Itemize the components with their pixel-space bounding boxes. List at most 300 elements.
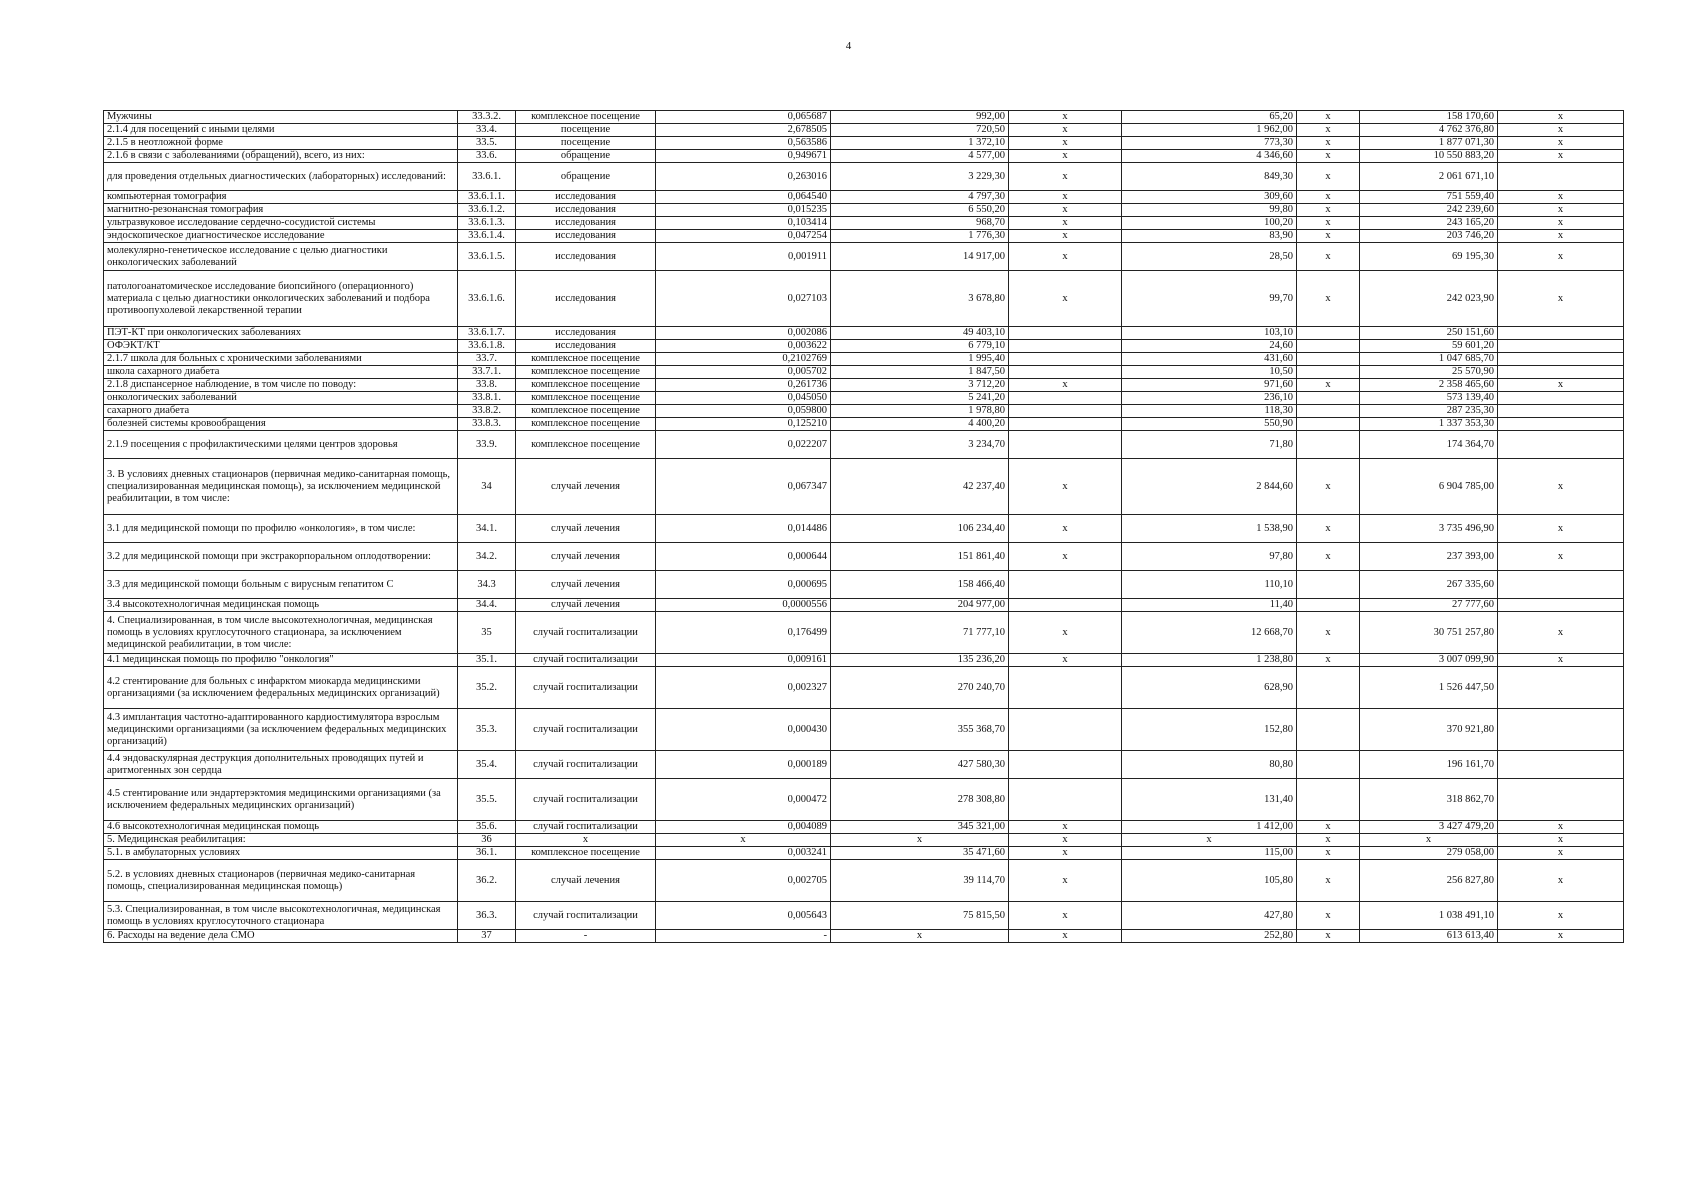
table-row: [104, 751, 1624, 779]
cell-code: 34.2.: [458, 543, 516, 571]
cell-per-capita-oms: 427,80: [1122, 902, 1297, 930]
cell-name: 4.1 медицинская помощь по профилю "онкология": [104, 654, 458, 667]
cell-total-share: х: [1498, 217, 1624, 230]
table-row: [104, 243, 1624, 271]
cell-per-capita-oms: 12 668,70: [1122, 612, 1297, 654]
table-row: [104, 150, 1624, 163]
cell-per-capita-oms: 80,80: [1122, 751, 1297, 779]
cell-per-capita-oms: 1 238,80: [1122, 654, 1297, 667]
cell-total-share: х: [1498, 230, 1624, 243]
cell-code: 33.9.: [458, 431, 516, 459]
cell-per-capita-budget: х: [1009, 230, 1122, 243]
cell-total-share: х: [1498, 612, 1624, 654]
cell-name: ПЭТ-КТ при онкологических заболеваниях: [104, 327, 458, 340]
cell-unit: комплексное посещение: [516, 418, 656, 431]
cell-cost-per-unit: 968,70: [831, 217, 1009, 230]
cell-unit: случай госпитализации: [516, 751, 656, 779]
cell-cost-per-unit: 3 229,30: [831, 163, 1009, 191]
cell-total-share: х: [1498, 515, 1624, 543]
cell-unit: случай лечения: [516, 543, 656, 571]
cell-volume-norm: х: [656, 834, 831, 847]
table-row: [104, 366, 1624, 379]
cell-code: 35.1.: [458, 654, 516, 667]
cell-total-share: х: [1498, 860, 1624, 902]
cell-unit: случай госпитализации: [516, 902, 656, 930]
cell-per-capita-budget: [1009, 779, 1122, 821]
cell-total-budget: [1297, 599, 1360, 612]
cell-total-oms: 256 827,80: [1360, 860, 1498, 902]
cell-volume-norm: 0,003241: [656, 847, 831, 860]
cell-per-capita-budget: х: [1009, 271, 1122, 327]
cell-total-share: х: [1498, 847, 1624, 860]
cell-total-share: х: [1498, 243, 1624, 271]
table-row: [104, 571, 1624, 599]
table-row: [104, 392, 1624, 405]
cell-volume-norm: 0,261736: [656, 379, 831, 392]
cell-unit: комплексное посещение: [516, 405, 656, 418]
cell-volume-norm: 0,047254: [656, 230, 831, 243]
cell-total-share: [1498, 779, 1624, 821]
cell-name: 4.4 эндоваскулярная деструкция дополнительных проводящих путей и аритмогенных зон сердца: [104, 751, 458, 779]
table-row: [104, 612, 1624, 654]
cell-per-capita-oms: 971,60: [1122, 379, 1297, 392]
cell-per-capita-oms: 97,80: [1122, 543, 1297, 571]
cell-code: 33.6.1.3.: [458, 217, 516, 230]
cell-code: 37: [458, 930, 516, 943]
cell-cost-per-unit: х: [831, 930, 1009, 943]
cell-code: 33.6.1.2.: [458, 204, 516, 217]
cell-cost-per-unit: 720,50: [831, 124, 1009, 137]
cell-volume-norm: 0,065687: [656, 111, 831, 124]
cell-name: 2.1.6 в связи с заболеваниями (обращений), всего, из них:: [104, 150, 458, 163]
cell-code: 35.4.: [458, 751, 516, 779]
cell-code: 33.3.2.: [458, 111, 516, 124]
cell-volume-norm: 0,002327: [656, 667, 831, 709]
cell-total-budget: [1297, 571, 1360, 599]
cell-unit: посещение: [516, 124, 656, 137]
cell-per-capita-budget: х: [1009, 204, 1122, 217]
table-row: [104, 860, 1624, 902]
table-row: [104, 353, 1624, 366]
table-row: [104, 821, 1624, 834]
cell-total-share: х: [1498, 150, 1624, 163]
cell-cost-per-unit: 3 234,70: [831, 431, 1009, 459]
cell-per-capita-budget: х: [1009, 137, 1122, 150]
cell-per-capita-oms: 100,20: [1122, 217, 1297, 230]
cell-unit: исследования: [516, 340, 656, 353]
cell-volume-norm: 0,949671: [656, 150, 831, 163]
cell-per-capita-budget: [1009, 709, 1122, 751]
cell-total-share: [1498, 405, 1624, 418]
table-row: [104, 191, 1624, 204]
cell-name: магнитно-резонансная томография: [104, 204, 458, 217]
cell-volume-norm: 0,563586: [656, 137, 831, 150]
cell-total-share: [1498, 751, 1624, 779]
table-row: [104, 930, 1624, 943]
cell-total-share: х: [1498, 137, 1624, 150]
cell-total-budget: х: [1297, 654, 1360, 667]
cell-per-capita-budget: х: [1009, 191, 1122, 204]
cell-per-capita-budget: х: [1009, 543, 1122, 571]
cell-per-capita-budget: [1009, 405, 1122, 418]
cell-code: 36: [458, 834, 516, 847]
cell-code: 35.2.: [458, 667, 516, 709]
cell-per-capita-budget: х: [1009, 654, 1122, 667]
cell-total-share: [1498, 353, 1624, 366]
cell-per-capita-oms: 2 844,60: [1122, 459, 1297, 515]
table-row: [104, 340, 1624, 353]
cell-total-share: х: [1498, 654, 1624, 667]
cell-total-budget: [1297, 667, 1360, 709]
cell-per-capita-budget: [1009, 571, 1122, 599]
cell-per-capita-budget: [1009, 353, 1122, 366]
cell-code: 33.6.1.6.: [458, 271, 516, 327]
table-row: [104, 217, 1624, 230]
cell-total-share: [1498, 327, 1624, 340]
cell-unit: исследования: [516, 191, 656, 204]
cell-per-capita-oms: 11,40: [1122, 599, 1297, 612]
cell-total-budget: [1297, 366, 1360, 379]
cell-cost-per-unit: 49 403,10: [831, 327, 1009, 340]
cell-total-budget: х: [1297, 124, 1360, 137]
cell-total-budget: х: [1297, 137, 1360, 150]
cell-cost-per-unit: 270 240,70: [831, 667, 1009, 709]
cell-per-capita-oms: 99,70: [1122, 271, 1297, 327]
cell-cost-per-unit: 345 321,00: [831, 821, 1009, 834]
cell-per-capita-budget: х: [1009, 163, 1122, 191]
cell-per-capita-budget: [1009, 418, 1122, 431]
cell-per-capita-oms: 1 538,90: [1122, 515, 1297, 543]
cell-name: ОФЭКТ/КТ: [104, 340, 458, 353]
cell-per-capita-oms: 83,90: [1122, 230, 1297, 243]
cell-per-capita-oms: 24,60: [1122, 340, 1297, 353]
cell-total-oms: 237 393,00: [1360, 543, 1498, 571]
cell-volume-norm: 0,004089: [656, 821, 831, 834]
cell-unit: комплексное посещение: [516, 847, 656, 860]
cell-code: 33.4.: [458, 124, 516, 137]
cell-per-capita-budget: х: [1009, 930, 1122, 943]
cell-per-capita-oms: х: [1122, 834, 1297, 847]
cell-code: 33.8.3.: [458, 418, 516, 431]
cell-volume-norm: 0,009161: [656, 654, 831, 667]
cell-total-oms: 10 550 883,20: [1360, 150, 1498, 163]
table-row: [104, 654, 1624, 667]
cell-volume-norm: 0,015235: [656, 204, 831, 217]
cell-volume-norm: 0,000644: [656, 543, 831, 571]
cell-code: 36.3.: [458, 902, 516, 930]
table-row: [104, 779, 1624, 821]
cell-volume-norm: 0,000472: [656, 779, 831, 821]
cell-per-capita-oms: 849,30: [1122, 163, 1297, 191]
cell-total-oms: 69 195,30: [1360, 243, 1498, 271]
cell-unit: исследования: [516, 271, 656, 327]
cell-per-capita-budget: [1009, 431, 1122, 459]
cell-cost-per-unit: 427 580,30: [831, 751, 1009, 779]
cell-unit: исследования: [516, 217, 656, 230]
cell-cost-per-unit: 278 308,80: [831, 779, 1009, 821]
cell-name: 3.4 высокотехнологичная медицинская помощь: [104, 599, 458, 612]
cell-per-capita-oms: 1 962,00: [1122, 124, 1297, 137]
cell-unit: случай лечения: [516, 571, 656, 599]
cell-total-share: [1498, 599, 1624, 612]
cell-code: 33.5.: [458, 137, 516, 150]
table-row: [104, 709, 1624, 751]
cell-per-capita-budget: х: [1009, 459, 1122, 515]
cell-cost-per-unit: 1 776,30: [831, 230, 1009, 243]
cell-cost-per-unit: 1 978,80: [831, 405, 1009, 418]
cell-name: 2.1.8 диспансерное наблюдение, в том числе по поводу:: [104, 379, 458, 392]
cell-code: 33.6.1.7.: [458, 327, 516, 340]
cell-code: 33.6.1.4.: [458, 230, 516, 243]
cell-unit: случай лечения: [516, 860, 656, 902]
cell-total-budget: х: [1297, 191, 1360, 204]
cell-name: компьютерная томография: [104, 191, 458, 204]
cell-name: патологоанатомическое исследование биопсийного (операционного) материала с целью диагностики онкологических заболеваний и подбора противоопухолевой лекарственной терапии: [104, 271, 458, 327]
cell-total-oms: 370 921,80: [1360, 709, 1498, 751]
cell-total-budget: х: [1297, 243, 1360, 271]
cell-code: 33.7.1.: [458, 366, 516, 379]
cell-total-oms: 59 601,20: [1360, 340, 1498, 353]
cell-name: 4. Специализированная, в том числе высокотехнологичная, медицинская помощь в условиях круглосуточного стационара, за исключением медицинской реабилитации, в том числе:: [104, 612, 458, 654]
cell-per-capita-oms: 65,20: [1122, 111, 1297, 124]
cell-volume-norm: 0,0000556: [656, 599, 831, 612]
cell-total-budget: [1297, 327, 1360, 340]
cell-total-share: [1498, 667, 1624, 709]
cell-total-share: х: [1498, 191, 1624, 204]
cell-code: 35.5.: [458, 779, 516, 821]
cell-volume-norm: 0,000695: [656, 571, 831, 599]
cell-total-oms: 751 559,40: [1360, 191, 1498, 204]
cell-name: Мужчины: [104, 111, 458, 124]
cell-cost-per-unit: 4 577,00: [831, 150, 1009, 163]
cell-per-capita-budget: х: [1009, 124, 1122, 137]
cell-code: 33.6.1.8.: [458, 340, 516, 353]
cell-name: молекулярно-генетическое исследование с целью диагностики онкологических заболеваний: [104, 243, 458, 271]
cell-total-oms: 30 751 257,80: [1360, 612, 1498, 654]
cell-code: 33.6.: [458, 150, 516, 163]
cell-volume-norm: 0,045050: [656, 392, 831, 405]
cell-total-budget: [1297, 353, 1360, 366]
cell-unit: случай госпитализации: [516, 612, 656, 654]
cell-unit: комплексное посещение: [516, 379, 656, 392]
cell-code: 34.1.: [458, 515, 516, 543]
cell-unit: исследования: [516, 243, 656, 271]
cell-name: 5.3. Специализированная, в том числе высокотехнологичная, медицинская помощь в условиях круглосуточного стационара: [104, 902, 458, 930]
cell-code: 33.8.: [458, 379, 516, 392]
table-row: [104, 543, 1624, 571]
tariff-table: [103, 110, 1624, 943]
cell-per-capita-budget: [1009, 327, 1122, 340]
cell-total-oms: 242 023,90: [1360, 271, 1498, 327]
cell-unit: комплексное посещение: [516, 431, 656, 459]
cell-code: 33.8.1.: [458, 392, 516, 405]
cell-total-budget: х: [1297, 543, 1360, 571]
cell-code: 35.3.: [458, 709, 516, 751]
cell-name: 5.1. в амбулаторных условиях: [104, 847, 458, 860]
cell-unit: комплексное посещение: [516, 353, 656, 366]
cell-code: 33.7.: [458, 353, 516, 366]
cell-code: 33.6.1.5.: [458, 243, 516, 271]
cell-total-oms: 613 613,40: [1360, 930, 1498, 943]
cell-code: 34: [458, 459, 516, 515]
table-body: [104, 111, 1624, 943]
cell-total-share: [1498, 392, 1624, 405]
cell-per-capita-oms: 105,80: [1122, 860, 1297, 902]
cell-total-budget: х: [1297, 902, 1360, 930]
cell-total-budget: х: [1297, 821, 1360, 834]
cell-volume-norm: 0,003622: [656, 340, 831, 353]
cell-per-capita-oms: 118,30: [1122, 405, 1297, 418]
cell-volume-norm: 2,678505: [656, 124, 831, 137]
table-row: [104, 515, 1624, 543]
cell-total-oms: 25 570,90: [1360, 366, 1498, 379]
cell-total-budget: х: [1297, 111, 1360, 124]
cell-total-share: х: [1498, 111, 1624, 124]
cell-code: 35.6.: [458, 821, 516, 834]
cell-total-budget: х: [1297, 217, 1360, 230]
cell-name: болезней системы кровообращения: [104, 418, 458, 431]
cell-total-share: х: [1498, 459, 1624, 515]
cell-total-share: [1498, 571, 1624, 599]
cell-per-capita-oms: 309,60: [1122, 191, 1297, 204]
cell-cost-per-unit: 151 861,40: [831, 543, 1009, 571]
cell-total-share: х: [1498, 124, 1624, 137]
cell-cost-per-unit: 35 471,60: [831, 847, 1009, 860]
cell-total-oms: 196 161,70: [1360, 751, 1498, 779]
cell-unit: случай госпитализации: [516, 709, 656, 751]
cell-volume-norm: 0,005643: [656, 902, 831, 930]
cell-volume-norm: 0,000430: [656, 709, 831, 751]
cell-unit: исследования: [516, 327, 656, 340]
cell-unit: обращение: [516, 163, 656, 191]
table-row: [104, 667, 1624, 709]
cell-cost-per-unit: 4 797,30: [831, 191, 1009, 204]
cell-per-capita-oms: 431,60: [1122, 353, 1297, 366]
cell-per-capita-budget: х: [1009, 150, 1122, 163]
cell-per-capita-oms: 103,10: [1122, 327, 1297, 340]
cell-total-budget: х: [1297, 860, 1360, 902]
cell-unit: случай госпитализации: [516, 654, 656, 667]
cell-total-share: х: [1498, 543, 1624, 571]
cell-code: 35: [458, 612, 516, 654]
cell-per-capita-oms: 110,10: [1122, 571, 1297, 599]
cell-volume-norm: 0,064540: [656, 191, 831, 204]
cell-total-oms: 3 735 496,90: [1360, 515, 1498, 543]
cell-total-oms: 1 877 071,30: [1360, 137, 1498, 150]
cell-cost-per-unit: 992,00: [831, 111, 1009, 124]
cell-total-share: х: [1498, 902, 1624, 930]
cell-name: 4.5 стентирование или эндартерэктомия медицинскими организациями (за исключением федеральных медицинских организаций): [104, 779, 458, 821]
cell-volume-norm: 0,027103: [656, 271, 831, 327]
cell-cost-per-unit: 3 678,80: [831, 271, 1009, 327]
cell-total-share: х: [1498, 379, 1624, 392]
cell-volume-norm: 0,2102769: [656, 353, 831, 366]
cell-total-budget: х: [1297, 163, 1360, 191]
table-row: [104, 124, 1624, 137]
cell-volume-norm: 0,014486: [656, 515, 831, 543]
cell-cost-per-unit: 4 400,20: [831, 418, 1009, 431]
cell-total-oms: 279 058,00: [1360, 847, 1498, 860]
cell-total-budget: х: [1297, 834, 1360, 847]
cell-total-budget: [1297, 779, 1360, 821]
table-row: [104, 204, 1624, 217]
cell-cost-per-unit: 5 241,20: [831, 392, 1009, 405]
cell-total-share: х: [1498, 930, 1624, 943]
cell-unit: случай госпитализации: [516, 667, 656, 709]
cell-unit: исследования: [516, 230, 656, 243]
cell-code: 36.1.: [458, 847, 516, 860]
cell-volume-norm: 0,125210: [656, 418, 831, 431]
cell-total-oms: 573 139,40: [1360, 392, 1498, 405]
cell-per-capita-oms: 1 412,00: [1122, 821, 1297, 834]
cell-unit: комплексное посещение: [516, 366, 656, 379]
cell-total-share: х: [1498, 834, 1624, 847]
cell-name: сахарного диабета: [104, 405, 458, 418]
cell-total-share: [1498, 366, 1624, 379]
cell-cost-per-unit: 1 847,50: [831, 366, 1009, 379]
cell-volume-norm: 0,000189: [656, 751, 831, 779]
cell-per-capita-budget: х: [1009, 902, 1122, 930]
cell-cost-per-unit: 71 777,10: [831, 612, 1009, 654]
cell-unit: случай лечения: [516, 459, 656, 515]
cell-volume-norm: 0,067347: [656, 459, 831, 515]
cell-total-oms: 2 061 671,10: [1360, 163, 1498, 191]
cell-per-capita-budget: х: [1009, 860, 1122, 902]
cell-total-budget: х: [1297, 515, 1360, 543]
cell-total-oms: 287 235,30: [1360, 405, 1498, 418]
cell-unit: случай лечения: [516, 599, 656, 612]
cell-total-oms: 4 762 376,80: [1360, 124, 1498, 137]
cell-cost-per-unit: 1 372,10: [831, 137, 1009, 150]
cell-total-oms: 1 038 491,10: [1360, 902, 1498, 930]
cell-cost-per-unit: 158 466,40: [831, 571, 1009, 599]
cell-cost-per-unit: х: [831, 834, 1009, 847]
cell-total-share: х: [1498, 204, 1624, 217]
cell-volume-norm: 0,103414: [656, 217, 831, 230]
cell-total-oms: 27 777,60: [1360, 599, 1498, 612]
table-row: [104, 431, 1624, 459]
cell-total-budget: [1297, 340, 1360, 353]
cell-name: 5.2. в условиях дневных стационаров (первичная медико-санитарная помощь, специализированная медицинская помощь): [104, 860, 458, 902]
cell-per-capita-budget: х: [1009, 217, 1122, 230]
cell-total-oms: 242 239,60: [1360, 204, 1498, 217]
table-row: [104, 163, 1624, 191]
cell-name: ультразвуковое исследование сердечно-сосудистой системы: [104, 217, 458, 230]
cell-per-capita-budget: [1009, 366, 1122, 379]
cell-name: 3. В условиях дневных стационаров (первичная медико-санитарная помощь, специализированная медицинская помощь), за исключением медицинской реабилитации, в том числе:: [104, 459, 458, 515]
cell-per-capita-budget: х: [1009, 847, 1122, 860]
cell-total-budget: х: [1297, 930, 1360, 943]
cell-per-capita-oms: 773,30: [1122, 137, 1297, 150]
cell-total-oms: 3 007 099,90: [1360, 654, 1498, 667]
cell-per-capita-oms: 628,90: [1122, 667, 1297, 709]
cell-name: 3.3 для медицинской помощи больным с вирусным гепатитом С: [104, 571, 458, 599]
cell-name: онкологических заболеваний: [104, 392, 458, 405]
cell-total-budget: х: [1297, 204, 1360, 217]
cell-code: 33.6.1.: [458, 163, 516, 191]
cell-total-budget: х: [1297, 847, 1360, 860]
table-row: [104, 902, 1624, 930]
cell-per-capita-budget: [1009, 340, 1122, 353]
cell-total-budget: [1297, 392, 1360, 405]
cell-volume-norm: 0,263016: [656, 163, 831, 191]
cell-per-capita-oms: 71,80: [1122, 431, 1297, 459]
cell-cost-per-unit: 135 236,20: [831, 654, 1009, 667]
cell-per-capita-oms: 252,80: [1122, 930, 1297, 943]
table-row: [104, 379, 1624, 392]
cell-total-budget: х: [1297, 150, 1360, 163]
table-row: [104, 847, 1624, 860]
